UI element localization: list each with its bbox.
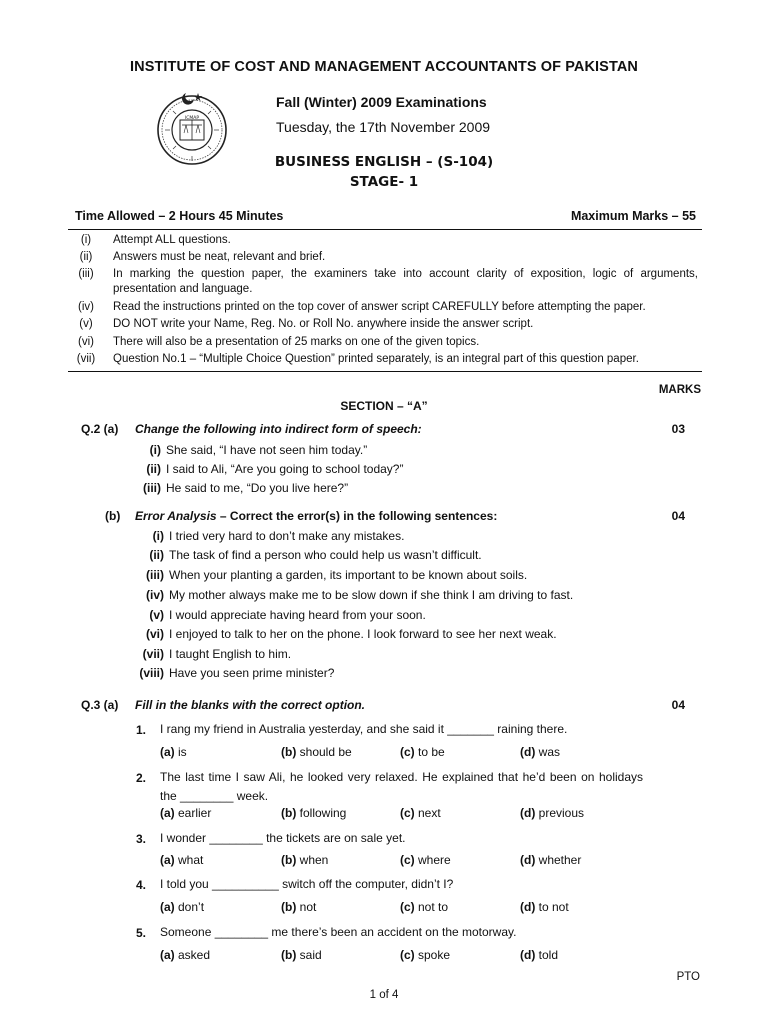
question-text: I told you __________ switch off the computer, didn’t I? (160, 877, 454, 891)
marks-column-heading: MARKS (658, 384, 701, 396)
maximum-marks: Maximum Marks – 55 (570, 209, 696, 223)
question-text: The last time I saw Ali, he looked very relaxed. He explained that he’d been on holidays the ________ week. (160, 770, 643, 803)
list-item: (viii) Have you seen prime minister? (139, 666, 335, 680)
page-number: 1 of 4 (369, 989, 399, 1001)
answer-option: (c) spoke (400, 948, 451, 962)
answer-option: (c) to be (400, 745, 445, 759)
question-number: 3. (136, 832, 147, 846)
exam-date: Tuesday, the 17th November 2009 (276, 119, 491, 135)
question-number: 5. (136, 926, 147, 940)
answer-option: (b) when (281, 853, 329, 867)
answer-option: (c) not to (400, 900, 449, 914)
question-label: Q.2 (a) (81, 422, 119, 436)
answer-option: (b) following (281, 806, 347, 820)
section-title: SECTION – “A” (340, 399, 428, 413)
answer-option: (a) is (160, 745, 187, 759)
answer-option: (d) previous (520, 806, 585, 820)
question-prompt: Change the following into indirect form of speech: (135, 422, 422, 436)
question-label: (b) (105, 509, 121, 523)
answer-option: (d) to not (520, 900, 569, 914)
answer-option: (b) said (281, 948, 322, 962)
list-item: (iv) My mother always make me to be slow down if she think I am driving to fast. (146, 588, 574, 602)
question-number: 4. (136, 878, 147, 892)
answer-option: (a) what (160, 853, 204, 867)
list-item: (iii) He said to me, “Do you live here?” (143, 481, 349, 495)
list-item: (iii) When your planting a garden, its important to be known about soils. (146, 568, 528, 582)
bottom-rule (68, 371, 702, 372)
answer-option: (a) earlier (160, 806, 212, 820)
list-item: (ii) I said to Ali, “Are you going to school today?” (146, 462, 404, 476)
time-allowed: Time Allowed – 2 Hours 45 Minutes (75, 209, 284, 223)
answer-option: (d) whether (520, 853, 582, 867)
stage-label: STAGE- 1 (349, 174, 419, 190)
answer-option: (a) asked (160, 948, 211, 962)
answer-option: (d) was (520, 745, 561, 759)
list-item: (v) I would appreciate having heard from your soon. (149, 608, 426, 622)
list-item: (i) I tried very hard to don’t make any mistakes. (152, 529, 405, 543)
institute-name: INSTITUTE OF COST AND MANAGEMENT ACCOUNTANTS OF PAKISTAN (130, 59, 638, 75)
list-item: (ii) The task of find a person who could help us wasn’t difficult. (149, 548, 482, 562)
question-prompt: Fill in the blanks with the correct option. (135, 698, 366, 712)
answer-option: (a) don’t (160, 900, 205, 914)
question-text: Someone ________ me there’s been an accident on the motorway. (160, 925, 517, 939)
answer-option: (b) should be (281, 745, 352, 759)
question-number: 1. (136, 723, 147, 737)
pto-label: PTO (676, 971, 700, 983)
question-text: I rang my friend in Australia yesterday, and she said it _______ raining there. (160, 722, 568, 736)
answer-option: (c) next (400, 806, 441, 820)
list-item: (i) She said, “I have not seen him today.” (149, 443, 368, 457)
question-number: 2. (136, 771, 147, 785)
svg-text:ICMAP: ICMAP (184, 116, 200, 121)
answer-option: (d) told (520, 948, 559, 962)
subject-title: BUSINESS ENGLISH – (S-104) (274, 154, 494, 170)
question-text: I wonder ________ the tickets are on sale yet. (160, 831, 406, 845)
question-marks: 04 (671, 509, 685, 523)
question-prompt: Error Analysis – Correct the error(s) in the following sentences: (135, 509, 498, 523)
list-item: (vi) I enjoyed to talk to her on the phone. I look forward to see her next weak. (146, 627, 557, 641)
top-rule (68, 229, 702, 230)
exam-title: Fall (Winter) 2009 Examinations (276, 94, 487, 110)
list-item: (vii) I taught English to him. (142, 647, 292, 661)
answer-option: (c) where (400, 853, 451, 867)
answer-option: (b) not (281, 900, 317, 914)
question-marks: 03 (671, 422, 685, 436)
question-marks: 04 (671, 698, 685, 712)
question-label: Q.3 (a) (81, 698, 119, 712)
